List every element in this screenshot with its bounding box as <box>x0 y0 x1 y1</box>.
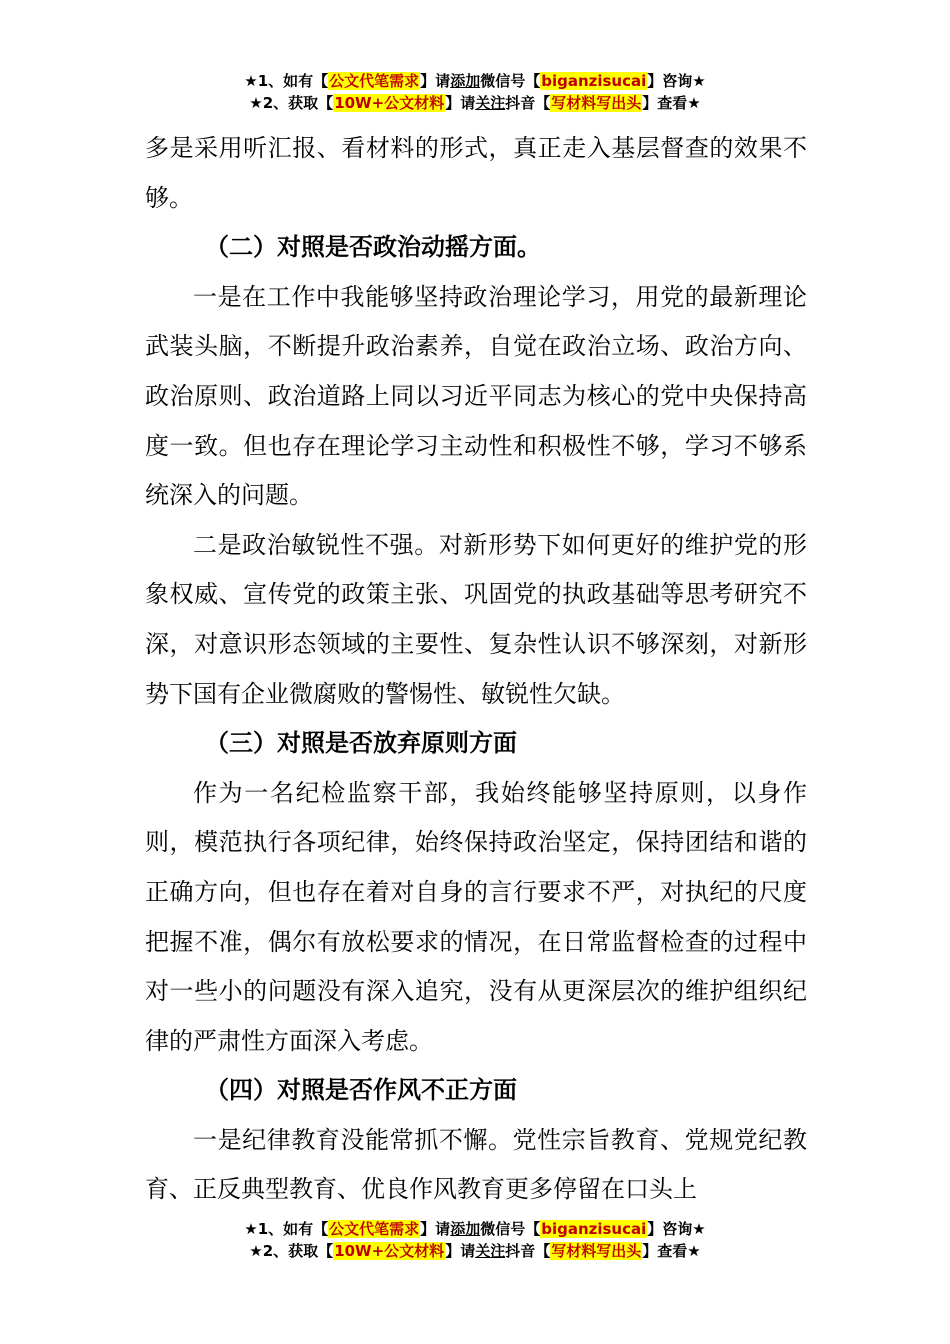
paragraph-2: 二是政治敏锐性不强。对新形势下如何更好的维护党的形象权威、宣传党的政策主张、巩固党的执政基础等思考研究不深，对意识形态领域的主要性、复杂性认识不够深刻，对新形势下国有企业微腐败的警惕性、敏锐性欠缺。 <box>145 530 807 708</box>
banner-line-2: ★2、获取【10W+公文材料】请关注抖音【写材料写出头】查看★ <box>249 1242 701 1260</box>
document-body <box>145 124 807 1215</box>
highlight-wechat-id: biganzisucai <box>541 1220 647 1238</box>
footer-banner <box>0 1218 950 1262</box>
highlight-materials: 10W+公文材料 <box>334 94 445 112</box>
section-heading-4: （四）对照是否作风不正方面 <box>205 1076 517 1105</box>
highlight-douyin: 写材料写出头 <box>551 94 642 112</box>
highlight-wechat-id: biganzisucai <box>541 72 647 90</box>
banner-line-1: ★1、如有【公文代笔需求】请添加微信号【biganzisucai】咨询★ <box>244 72 706 90</box>
highlight-materials: 10W+公文材料 <box>334 1242 445 1260</box>
banner-line-2: ★2、获取【10W+公文材料】请关注抖音【写材料写出头】查看★ <box>249 94 701 112</box>
header-banner <box>0 70 950 114</box>
paragraph-4: 一是纪律教育没能常抓不懈。党性宗旨教育、党规党纪教育、正反典型教育、优良作风教育更多停留在口头上 <box>145 1125 807 1204</box>
paragraph-3: 作为一名纪检监察干部，我始终能够坚持原则，以身作则，模范执行各项纪律，始终保持政治坚定，保持团结和谐的正确方向，但也存在着对自身的言行要求不严，对执纪的尺度把握不准，偶尔有放松要求的情况，在日常监督检查的过程中对一些小的问题没有深入追究，没有从更深层次的维护组织纪律的严肃性方面深入考虑。 <box>145 778 807 1055</box>
paragraph-1: 一是在工作中我能够坚持政治理论学习，用党的最新理论武装头脑，不断提升政治素养，自觉在政治立场、政治方向、政治原则、政治道路上同以习近平同志为核心的党中央保持高度一致。但也存在理论学习主动性和积极性不够，学习不够系统深入的问题。 <box>145 282 807 510</box>
highlight-douyin: 写材料写出头 <box>551 1242 642 1260</box>
section-heading-3: （三）对照是否放弃原则方面 <box>205 729 517 758</box>
section-heading-2: （二）对照是否政治动摇方面。 <box>205 233 541 262</box>
highlight-service: 公文代笔需求 <box>329 1220 420 1238</box>
paragraph-0: 多是采用听汇报、看材料的形式，真正走入基层督查的效果不够。 <box>145 134 807 212</box>
highlight-service: 公文代笔需求 <box>329 72 420 90</box>
banner-line-1: ★1、如有【公文代笔需求】请添加微信号【biganzisucai】咨询★ <box>244 1220 706 1238</box>
